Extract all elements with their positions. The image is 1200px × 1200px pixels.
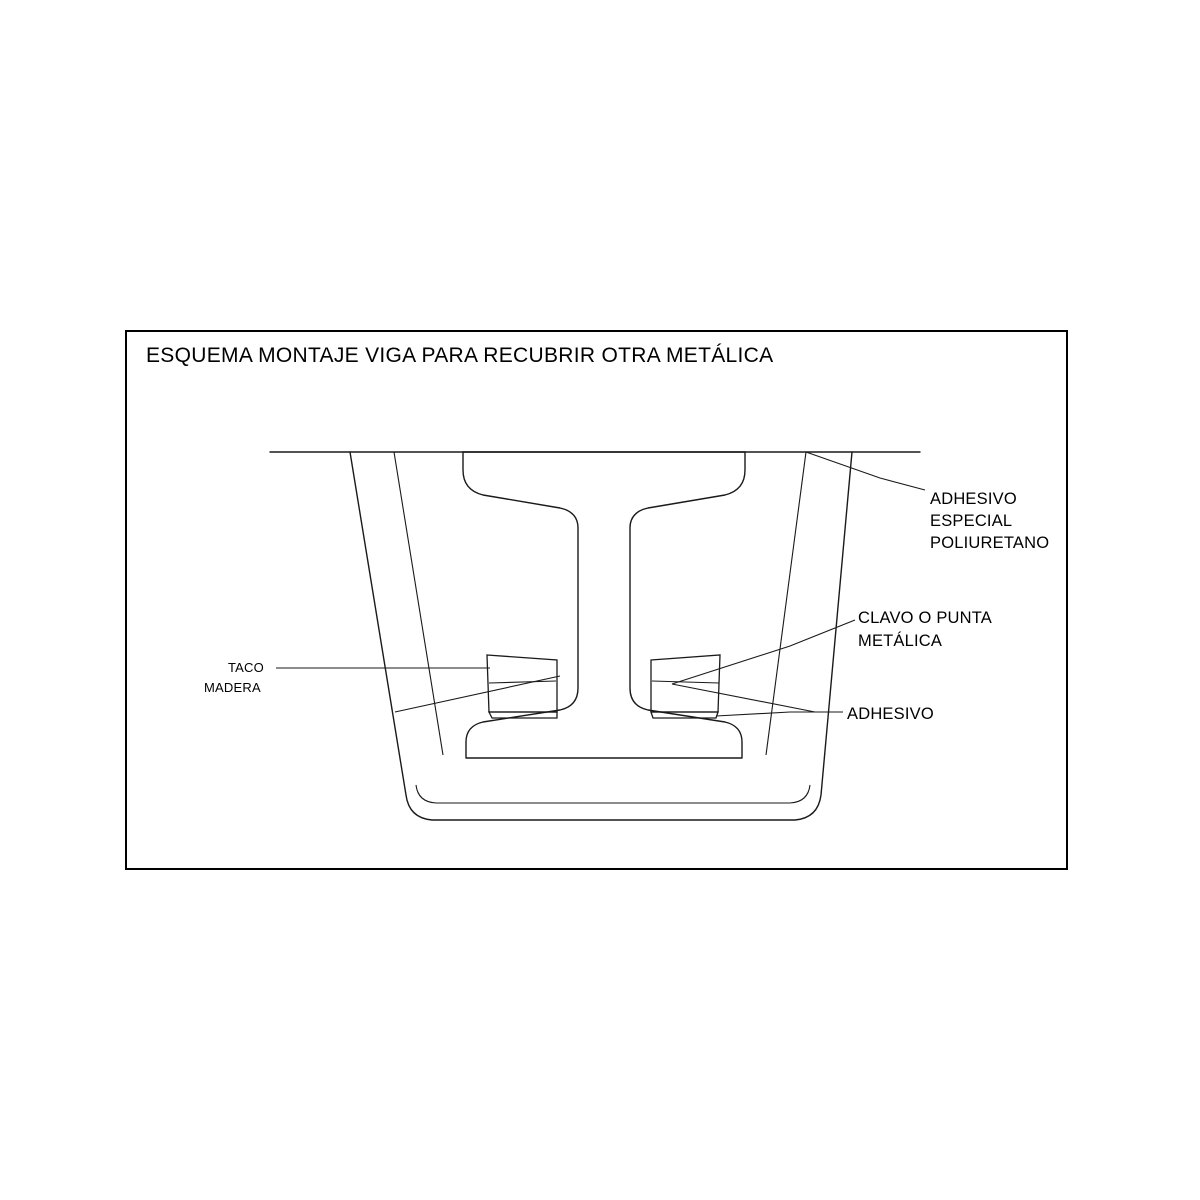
label-adhesivo-especial-line1: ADHESIVO [930,490,1017,508]
label-adhesivo-especial-line2: ESPECIAL [930,512,1013,530]
label-adhesivo-especial-line3: POLIURETANO [930,534,1050,552]
label-clavo-line2: METÁLICA [858,632,943,650]
label-adhesivo: ADHESIVO [847,705,934,723]
drawing-title: ESQUEMA MONTAJE VIGA PARA RECUBRIR OTRA METÁLICA [146,344,774,367]
label-clavo-line1: CLAVO O PUNTA [858,609,993,627]
label-taco-line2: MADERA [204,680,261,695]
label-taco-line1: TACO [228,660,264,675]
